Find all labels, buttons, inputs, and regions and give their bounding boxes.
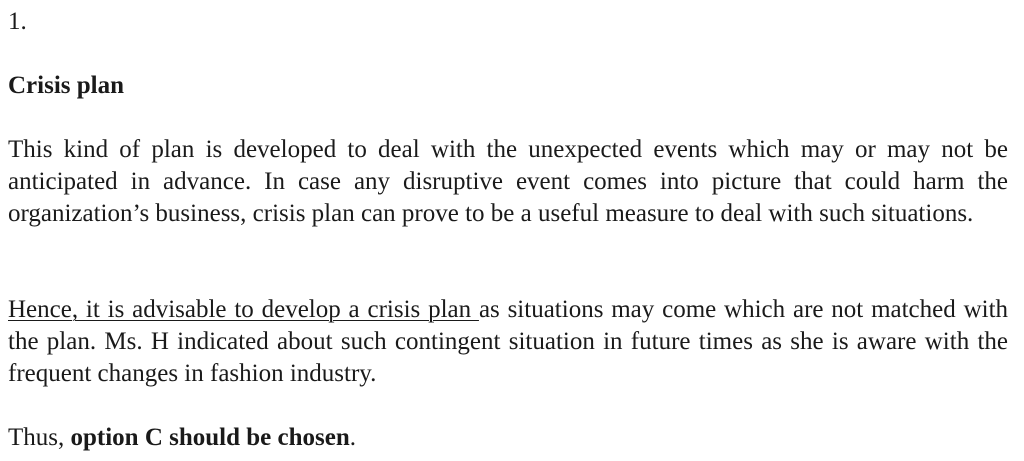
conclusion-prefix: Thus, [8, 424, 71, 451]
conclusion-line [8, 422, 356, 454]
section-heading: Crisis plan [8, 72, 125, 99]
conclusion-suffix: . [349, 424, 356, 451]
item-number: 1. [8, 8, 27, 35]
underlined-recommendation: Hence, it is advisable to develop a crisis plan [8, 296, 479, 323]
paragraph-recommendation [8, 294, 1008, 390]
paragraph-description: This kind of plan is developed to deal with the unexpected events which may or may not be anticipated in advance. In case any disruptive event comes into picture that could harm the organization’s business, crisis plan can prove to be a useful measure to deal with such situations. [8, 136, 1008, 227]
recommendation-rest: as situations may come which are not matched with the plan. Ms. H indicated about such contingent situation in future times as she is aware with the frequent changes in fashion industry. [8, 296, 1009, 387]
conclusion-answer: option C should be chosen [70, 424, 350, 451]
